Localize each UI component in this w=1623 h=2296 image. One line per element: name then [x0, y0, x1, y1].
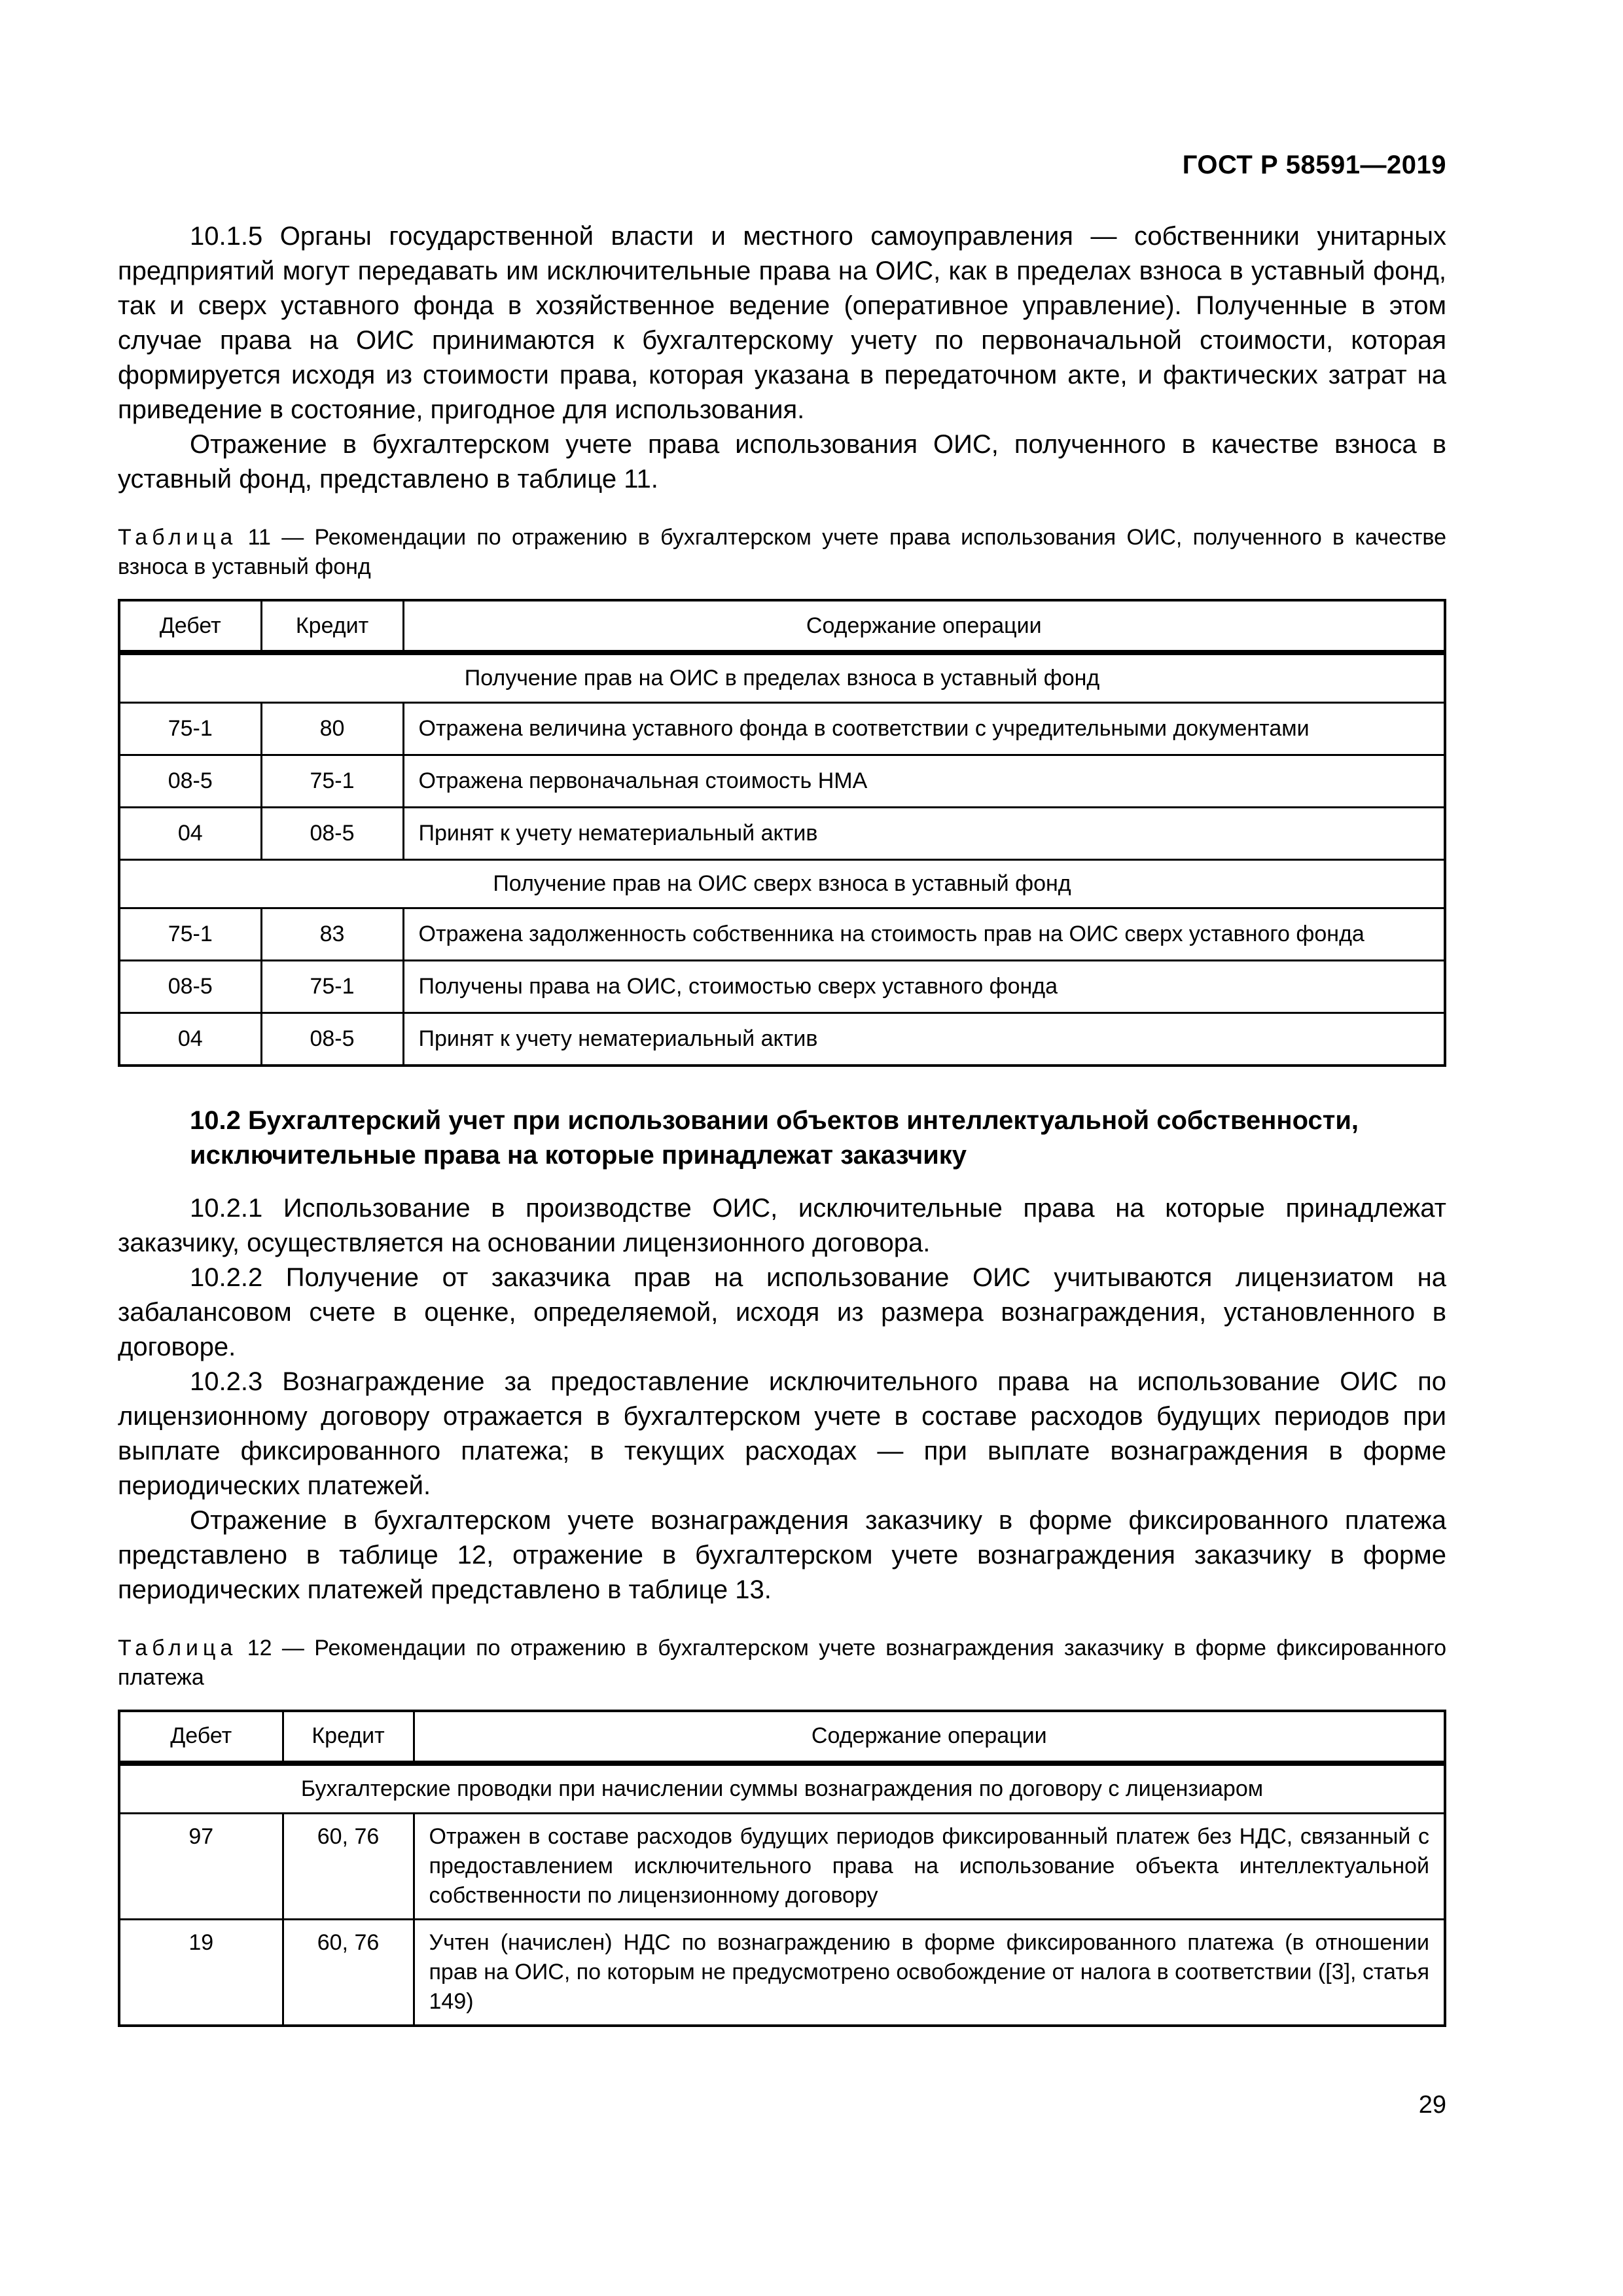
debit-cell: 08-5	[119, 961, 261, 1013]
operation-cell: Отражен в составе расходов будущих периодов фиксированный платеж без НДС, связанный с предоставлением исключительного права на использование объекта интеллектуальной собственности по лицензионному договору	[414, 1813, 1445, 1919]
table-row	[119, 1013, 1445, 1066]
debit-cell: 19	[119, 1919, 283, 2026]
credit-cell: 75-1	[261, 755, 403, 808]
table12-caption-text: 12 — Рекомендации по отражению в бухгалтерском учете вознаграждения заказчику в форме фиксированного платежа	[118, 1635, 1446, 1690]
column-header-debit: Дебет	[119, 600, 261, 653]
table11-caption-label: Таблица	[118, 525, 238, 550]
table-12	[118, 1710, 1446, 2027]
paragraph-10-2-3: 10.2.3 Вознаграждение за предоставление исключительного права на использование ОИС по лицензионному договору отражается в бухгалтерском учете в составе расходов будущих периодов при выплате фиксированного платежа; в текущих расходах — при выплате вознаграждения в форме периодических платежей.	[118, 1367, 1446, 1500]
paragraph-10-2-1: 10.2.1 Использование в производстве ОИС, исключительные права на которые принадлежат заказчику, осуществляется на основании лицензионного договора.	[118, 1193, 1446, 1257]
table-row	[119, 961, 1445, 1013]
paragraph-10-1-5: 10.1.5 Органы государственной власти и местного самоуправления — собственники унитарных предприятий могут передавать им исключительные права на ОИС, как в пределах взноса в уставный фонд, так и сверх уставного фонда в хозяйственное ведение (оперативное управление). Полученные в этом случае права на ОИС принимаются к бухгалтерскому учету по первоначальной стоимости, которая формируется исходя из стоимости права, которая указана в передаточном акте, и фактических затрат на приведение в состояние, пригодное для использования.	[118, 222, 1446, 424]
column-header-credit: Кредит	[261, 600, 403, 653]
credit-cell: 75-1	[261, 961, 403, 1013]
column-header-operation: Содержание операции	[403, 600, 1445, 653]
table-row	[119, 703, 1445, 755]
table-row	[119, 755, 1445, 808]
credit-cell: 60, 76	[283, 1813, 414, 1919]
operation-cell: Принят к учету нематериальный актив	[403, 808, 1445, 860]
table-row	[119, 1919, 1445, 2026]
debit-cell: 08-5	[119, 755, 261, 808]
table-row	[119, 808, 1445, 860]
debit-cell: 04	[119, 808, 261, 860]
debit-cell: 75-1	[119, 908, 261, 961]
section-title: Получение прав на ОИС сверх взноса в уставный фонд	[119, 860, 1445, 908]
operation-cell: Принят к учету нематериальный актив	[403, 1013, 1445, 1066]
standard-designation: ГОСТ Р 58591—2019	[1182, 151, 1446, 179]
operation-cell: Учтен (начислен) НДС по вознаграждению в форме фиксированного платежа (в отношении прав на ОИС, по которым не предусмотрено освобождение от налога в соответствии ([3], статья 149)	[414, 1919, 1445, 2026]
table11-caption	[118, 523, 1446, 582]
page-content	[118, 219, 1446, 2027]
section-heading-10-2: 10.2 Бухгалтерский учет при использовании объектов интеллектуальной собственности, исключительные права на которые принадлежат заказчику	[190, 1105, 1359, 1170]
debit-cell: 04	[119, 1013, 261, 1066]
table-row	[119, 1813, 1445, 1919]
debit-cell: 75-1	[119, 703, 261, 755]
credit-cell: 80	[261, 703, 403, 755]
table-section-row	[119, 860, 1445, 908]
column-header-debit: Дебет	[119, 1711, 283, 1763]
paragraph-table11-reference: Отражение в бухгалтерском учете права использования ОИС, полученного в качестве взноса в уставный фонд, представлено в таблице 11.	[118, 430, 1446, 493]
table-section-row	[119, 1763, 1445, 1814]
credit-cell: 83	[261, 908, 403, 961]
table-11	[118, 599, 1446, 1067]
credit-cell: 08-5	[261, 1013, 403, 1066]
credit-cell: 08-5	[261, 808, 403, 860]
table12-caption-label: Таблица	[118, 1635, 238, 1660]
table-header-row	[119, 600, 1445, 653]
table-row	[119, 908, 1445, 961]
credit-cell: 60, 76	[283, 1919, 414, 2026]
operation-cell: Получены права на ОИС, стоимостью сверх уставного фонда	[403, 961, 1445, 1013]
operation-cell: Отражена величина уставного фонда в соответствии с учредительными документами	[403, 703, 1445, 755]
column-header-credit: Кредит	[283, 1711, 414, 1763]
operation-cell: Отражена первоначальная стоимость НМА	[403, 755, 1445, 808]
operation-cell: Отражена задолженность собственника на стоимость прав на ОИС сверх уставного фонда	[403, 908, 1445, 961]
page-number: 29	[1418, 2091, 1446, 2119]
debit-cell: 97	[119, 1813, 283, 1919]
table11-caption-text: 11 — Рекомендации по отражению в бухгалтерском учете права использования ОИС, полученного в качестве взноса в уставный фонд	[118, 525, 1446, 579]
section-title: Получение прав на ОИС в пределах взноса в уставный фонд	[119, 653, 1445, 703]
table12-caption	[118, 1634, 1446, 1693]
table-section-row	[119, 653, 1445, 703]
table-header-row	[119, 1711, 1445, 1763]
column-header-operation: Содержание операции	[414, 1711, 1445, 1763]
paragraph-10-2-2: 10.2.2 Получение от заказчика прав на использование ОИС учитываются лицензиатом на забалансовом счете в оценке, определяемой, исходя из размера вознаграждения, установленного в договоре.	[118, 1263, 1446, 1361]
paragraph-tables-reference: Отражение в бухгалтерском учете вознаграждения заказчику в форме фиксированного платежа представлено в таблице 12, отражение в бухгалтерском учете вознаграждения заказчику в форме периодических платежей представлено в таблице 13.	[118, 1505, 1446, 1604]
section-title: Бухгалтерские проводки при начислении суммы вознаграждения по договору с лицензиаром	[119, 1763, 1445, 1814]
